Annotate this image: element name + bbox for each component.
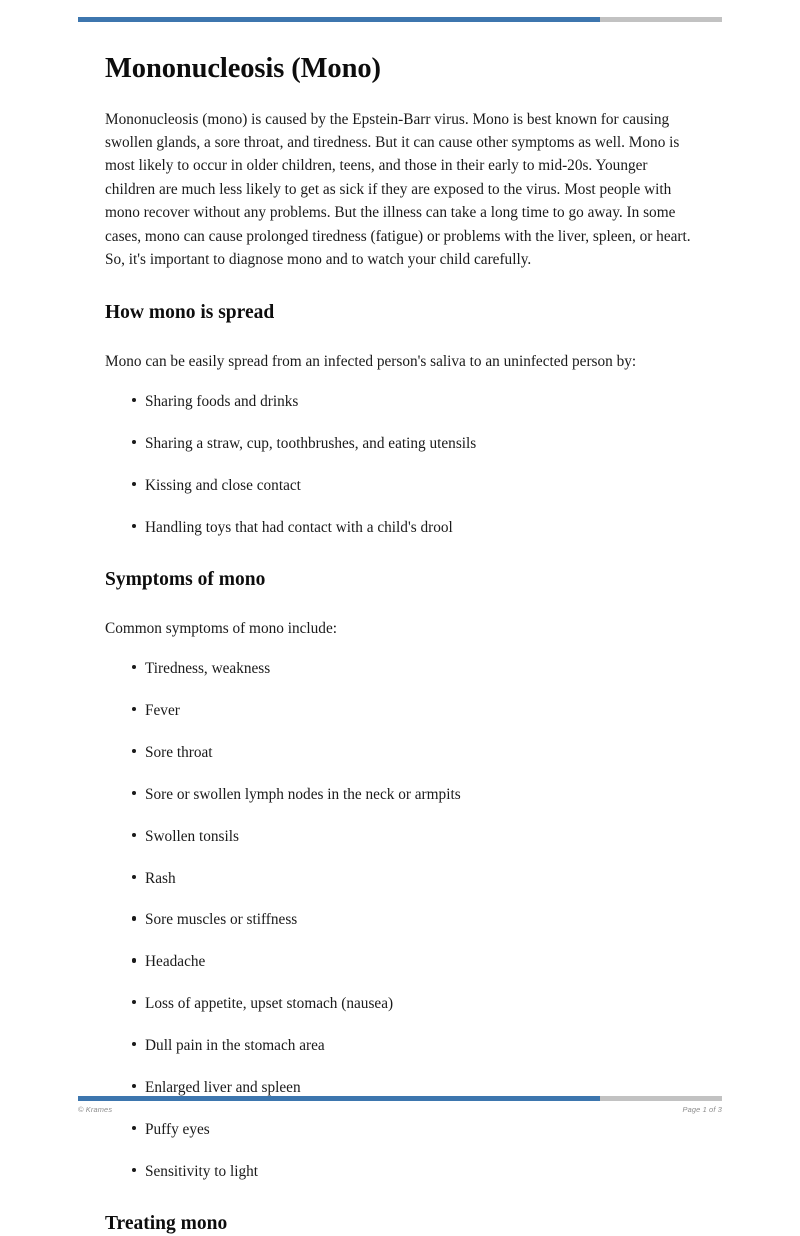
- header-rule-blue-segment: [78, 17, 600, 22]
- bullet-dot-icon: [132, 482, 136, 486]
- list-item: [105, 909, 695, 930]
- list-item-label: Headache: [145, 953, 206, 971]
- footer-rule-bar: [78, 1096, 722, 1101]
- list-item: [105, 1161, 695, 1182]
- list-item-label: Sore muscles or stiffness: [145, 911, 298, 929]
- copyright-label: © Krames: [78, 1104, 113, 1114]
- bullet-dot-icon: [132, 524, 136, 528]
- footer-rule-blue-segment: [78, 1096, 600, 1101]
- list-item-label: Puffy eyes: [145, 1121, 210, 1139]
- page-footer: [78, 1102, 722, 1116]
- bullet-dot-icon: [132, 707, 136, 711]
- bullet-dot-icon: [132, 875, 136, 879]
- list-item: [105, 993, 695, 1014]
- list-item-label: Swollen tonsils: [145, 827, 239, 845]
- list-item: [105, 868, 695, 889]
- document-content: [105, 52, 695, 1236]
- bullet-dot-icon: [132, 1042, 136, 1046]
- list-item: [105, 784, 695, 805]
- list-item: [105, 658, 695, 679]
- list-item-label: Tiredness, weakness: [145, 660, 271, 678]
- bullet-dot-icon: [132, 1000, 136, 1004]
- list-item-label: Sore or swollen lymph nodes in the neck or armpits: [145, 785, 461, 803]
- list-item: [105, 951, 695, 972]
- list-item-label: Loss of appetite, upset stomach (nausea): [145, 995, 394, 1013]
- list-item: [105, 742, 695, 763]
- page-number-label: Page 1 of 3: [682, 1104, 722, 1114]
- list-item: [105, 391, 695, 412]
- bullet-dot-icon: [132, 833, 136, 837]
- list-item-label: Sensitivity to light: [145, 1162, 259, 1180]
- page-title: Mononucleosis (Mono): [105, 53, 381, 84]
- bullet-dot-icon: [132, 749, 136, 753]
- symptoms-lead-in-text: Common symptoms of mono include:: [105, 619, 338, 637]
- list-item: [105, 433, 695, 454]
- list-item: [105, 826, 695, 847]
- bullet-dot-icon: [132, 398, 136, 402]
- list-item: [105, 475, 695, 496]
- intro-paragraph: Mononucleosis (mono) is caused by the Epstein-Barr virus. Mono is best known for causing swollen glands, a sore throat, and tiredness. But it can cause other symptoms as well. Mono is most likely to occur in older children, teens, and those in their early to mid-20s. Younger children are much less likely to get as sick if they are exposed to the virus. Most people with mono recover without any problems. But the illness can take a long time to go away. In some cases, mono can cause prolonged tiredness (fatigue) or problems with the liver, spleen, or heart. So, it's important to diagnose mono and to watch your child carefully.: [105, 110, 691, 268]
- list-item: [105, 1035, 695, 1056]
- header-rule-gray-segment: [600, 17, 722, 22]
- list-item-label: Sharing foods and drinks: [145, 393, 299, 411]
- section-heading-treating-mono: Treating mono: [105, 1213, 228, 1235]
- bullet-dot-icon: [132, 958, 136, 962]
- list-item-label: Sore throat: [145, 743, 213, 761]
- list-item-label: Sharing a straw, cup, toothbrushes, and eating utensils: [145, 435, 477, 453]
- list-item-label: Kissing and close contact: [145, 476, 301, 494]
- bullet-dot-icon: [132, 916, 136, 920]
- list-item: [105, 517, 695, 538]
- footer-rule-gray-segment: [600, 1096, 722, 1101]
- bullet-dot-icon: [132, 791, 136, 795]
- list-item-label: Dull pain in the stomach area: [145, 1037, 325, 1055]
- list-item-label: Enlarged liver and spleen: [145, 1079, 301, 1097]
- section-heading-how-mono-is-spread: How mono is spread: [105, 302, 275, 324]
- bullet-dot-icon: [132, 440, 136, 444]
- list-item-label: Rash: [145, 869, 176, 887]
- header-rule-bar: [78, 17, 722, 22]
- list-item-label: Handling toys that had contact with a child's drool: [145, 518, 453, 536]
- spread-lead-in-text: Mono can be easily spread from an infected person's saliva to an uninfected person by:: [105, 352, 637, 370]
- section-heading-symptoms-of-mono: Symptoms of mono: [105, 569, 266, 591]
- spread-bullet-list: [105, 391, 695, 538]
- bullet-dot-icon: [132, 1084, 136, 1088]
- bullet-dot-icon: [132, 665, 136, 669]
- bullet-dot-icon: [132, 1168, 136, 1172]
- list-item: [105, 700, 695, 721]
- list-item-label: Fever: [145, 701, 180, 719]
